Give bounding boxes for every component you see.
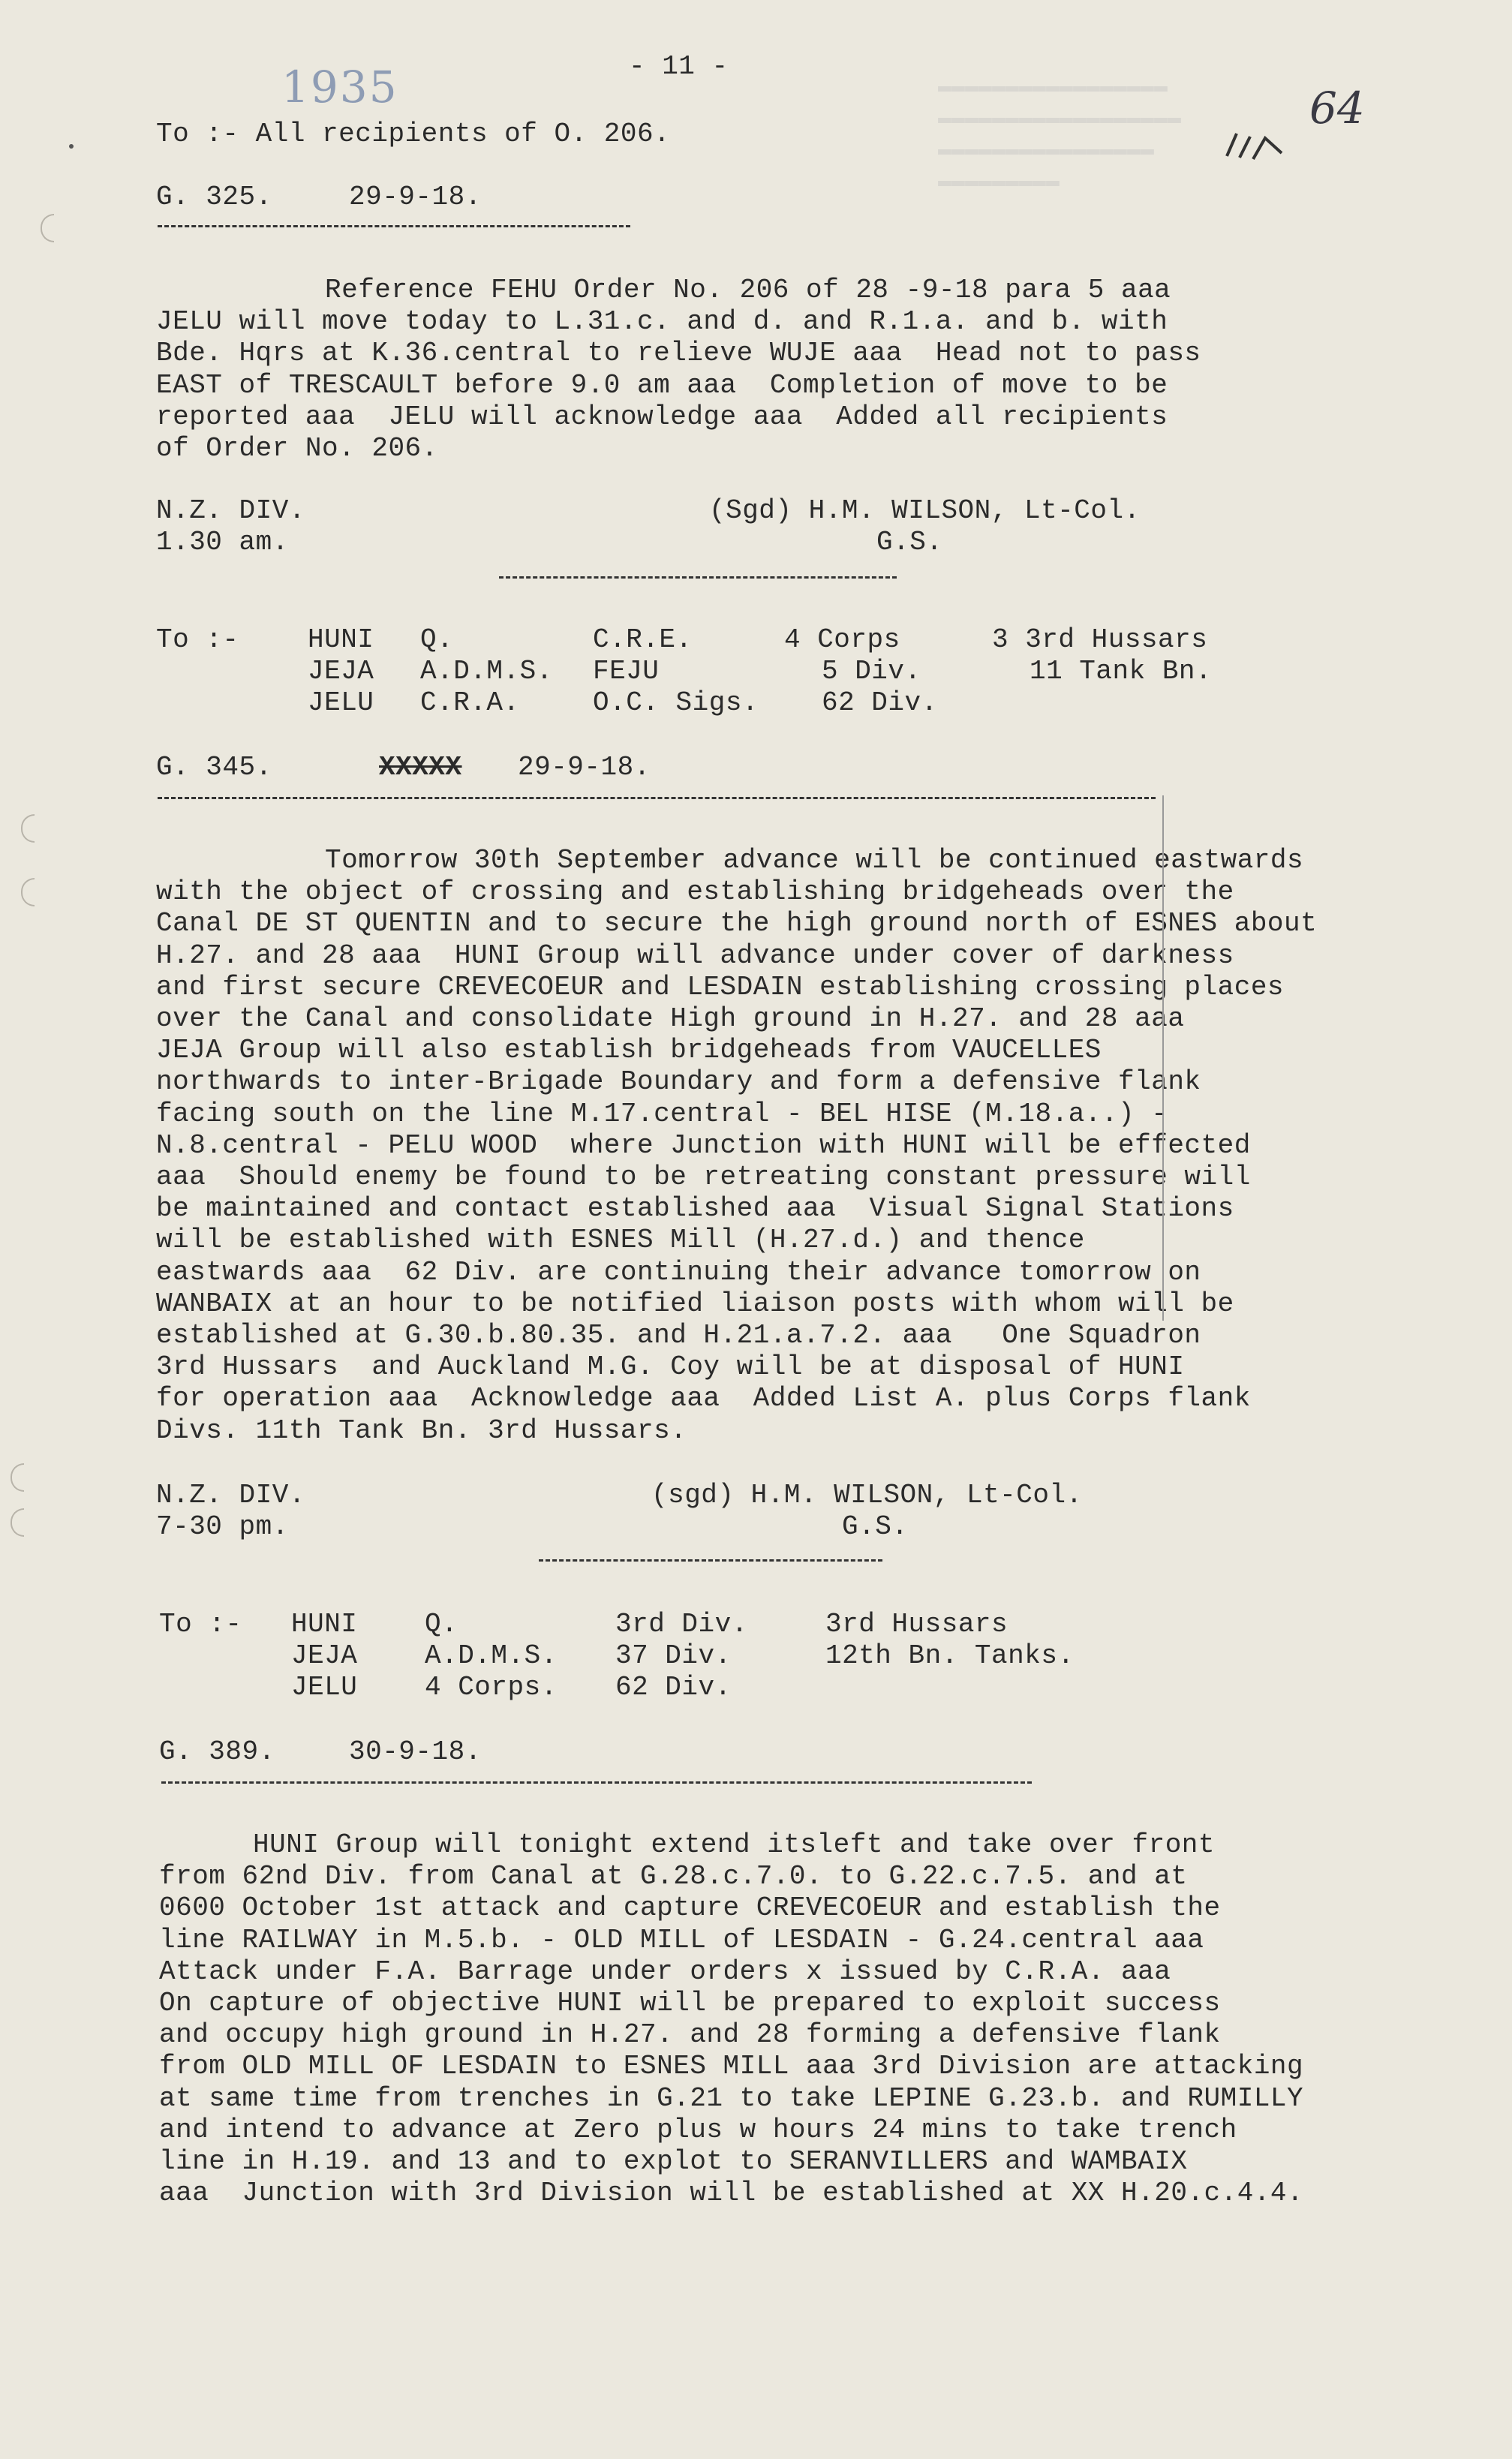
body-line: On capture of objective HUNI will be prepared to exploit success [159,1988,1221,2019]
recipient: 37 Div. [615,1640,732,1671]
body-line: line in H.19. and 13 and to explot to SERANVILLERS and WAMBAIX [159,2146,1188,2178]
body-line: Reference FEHU Order No. 206 of 28 -9-18 para 5 aaa [325,275,1171,305]
message2-date: 29-9-18. [518,752,651,783]
recipient: C.R.E. [593,624,693,655]
body-line: HUNI Group will tonight extend itsleft and take over front [253,1829,1216,1860]
divider-line [499,576,897,579]
message2-signature-title: G.S. [842,1511,909,1542]
message1-ref: G. 325. [156,182,272,212]
body-line: JELU will move today to L.31.c. and d. and R.1.a. and b. with [156,306,1168,338]
body-line: with the object of crossing and establishing bridgeheads over the [156,876,1234,908]
message3-ref: G. 389. [159,1736,275,1767]
margin-crease-line [1159,795,1167,1321]
recipient: 12th Bn. Tanks. [825,1640,1075,1671]
body-line: and occupy high ground in H.27. and 28 forming a defensive flank [159,2019,1221,2051]
body-line: from 62nd Div. from Canal at G.28.c.7.0. to G.22.c.7.5. and at [159,1861,1188,1892]
recipient: 4 Corps. [425,1672,558,1703]
recipient: 62 Div. [615,1672,732,1703]
message2-origin: N.Z. DIV. [156,1480,305,1511]
body-line: JEJA Group will also establish bridgeheads from VAUCELLES [156,1035,1102,1066]
body-line: H.27. and 28 aaa HUNI Group will advance under cover of darkness [156,939,1234,971]
divider-line [539,1559,882,1562]
body-line: will be established with ESNES Mill (H.27.d.) and thence [156,1225,1085,1256]
message2-ref: G. 345. [156,752,272,783]
body-line: WANBAIX at an hour to be notified liaison posts with whom will be [156,1288,1234,1319]
body-line: Canal DE ST QUENTIN and to secure the high ground north of ESNES about [156,908,1318,939]
message1-body [156,275,1201,464]
message3-date: 30-9-18. [349,1736,482,1767]
body-line: Divs. 11th Tank Bn. 3rd Hussars. [156,1414,687,1446]
body-line: aaa Junction with 3rd Division will be established at XX H.20.c.4.4. [159,2178,1304,2209]
body-line: N.8.central - PELU WOOD where Junction with HUNI will be effected [156,1129,1251,1161]
message1-to-line: To :- All recipients of O. 206. [156,119,671,149]
body-line: over the Canal and consolidate High ground in H.27. and 28 aaa [156,1003,1185,1035]
body-line: facing south on the line M.17.central - BEL HISE (M.18.a..) - [156,1098,1168,1129]
recipient: 3rd Div. [615,1609,748,1640]
recipient: JELU [308,687,374,718]
body-line: and first secure CREVECOEUR and LESDAIN establishing crossing places [156,971,1285,1003]
recipient: O.C. Sigs. [593,687,759,718]
body-line: aaa Should enemy be found to be retreating constant pressure will [156,1162,1251,1193]
message3-to-label: To :- [159,1609,242,1640]
body-line: EAST of TRESCAULT before 9.0 am aaa Completion of move to be [156,369,1168,401]
punch-hole [11,1463,24,1492]
punch-hole [11,1508,24,1537]
body-line: and intend to advance at Zero plus w hours 24 mins to take trench [159,2114,1237,2145]
message1-signature-title: G.S. [876,527,943,558]
message2-signature: (sgd) H.M. WILSON, Lt-Col. [651,1480,1083,1511]
message2-body [156,845,1317,1447]
message2-time: 7-30 pm. [156,1511,289,1542]
divider-line [161,1781,1032,1784]
body-line: be maintained and contact established aaa Visual Signal Stations [156,1193,1234,1225]
message1-time: 1.30 am. [156,527,289,558]
recipient: JEJA [291,1640,358,1671]
recipient: 11 Tank Bn. [1030,656,1213,687]
recipient: 5 Div. [822,656,921,687]
recipient: HUNI [291,1609,358,1640]
recipient: JEJA [308,656,374,687]
divider-line [158,225,630,227]
recipient: HUNI [308,624,374,655]
recipient: 3rd Hussars [825,1609,1009,1640]
body-line: northwards to inter-Brigade Boundary and form a defensive flank [156,1066,1201,1098]
recipient: 62 Div. [822,687,938,718]
recipient: A.D.M.S. [425,1640,558,1671]
message1-date: 29-9-18. [349,182,482,212]
message1-signature: (Sgd) H.M. WILSON, Lt-Col. [709,495,1141,526]
body-line: for operation aaa Acknowledge aaa Added List A. plus Corps flank [156,1383,1251,1414]
body-line: established at G.30.b.80.35. and H.21.a.7.2. aaa One Squadron [156,1320,1201,1351]
body-line: of Order No. 206. [156,433,438,464]
message2-to-label: To :- [156,624,239,655]
punch-hole [21,814,35,843]
body-line: Bde. Hqrs at K.36.central to relieve WUJE aaa Head not to pass [156,338,1201,369]
message2-struck-text: XXXXX [379,752,462,783]
handwritten-tick-mark [1223,126,1291,164]
page-number: - 11 - [629,51,729,82]
recipient: Q. [420,624,454,655]
body-line: reported aaa JELU will acknowledge aaa Added all recipients [156,401,1168,432]
bleed-through-text: ▬▬▬▬▬▬▬▬▬▬▬▬▬▬▬▬▬ ▬▬▬▬▬▬▬▬▬▬▬▬▬▬▬▬▬▬ ▬▬▬▬▬▬▬▬▬▬▬▬▬▬▬▬ ▬▬▬▬▬▬▬▬▬ [938,74,1182,194]
punch-hole [41,214,54,242]
recipient: Q. [425,1609,458,1640]
message3-body [159,1829,1303,2209]
body-line: Attack under F.A. Barrage under orders x issued by C.R.A. aaa [159,1955,1171,1987]
body-line: from OLD MILL OF LESDAIN to ESNES MILL aaa 3rd Division are attacking [159,2051,1304,2082]
year-stamp: 1935 [281,62,398,113]
punch-hole [21,878,35,906]
recipient: JELU [291,1672,358,1703]
recipient: A.D.M.S. [420,656,553,687]
divider-line [158,797,1156,799]
recipient: 4 Corps [784,624,900,655]
handwritten-folio: 64 [1309,83,1365,134]
message1-origin: N.Z. DIV. [156,495,305,526]
body-line: Tomorrow 30th September advance will be continued eastwards [325,845,1304,876]
body-line: at same time from trenches in G.21 to take LEPINE G.23.b. and RUMILLY [159,2082,1304,2114]
recipient: C.R.A. [420,687,520,718]
body-line: 0600 October 1st attack and capture CREVECOEUR and establish the [159,1892,1221,1924]
recipient: FEJU [593,656,660,687]
body-line: eastwards aaa 62 Div. are continuing their advance tomorrow on [156,1256,1201,1288]
ink-dot [69,144,74,149]
recipient: 3 3rd Hussars [992,624,1208,655]
body-line: line RAILWAY in M.5.b. - OLD MILL of LESDAIN - G.24.central aaa [159,1924,1204,1955]
body-line: 3rd Hussars and Auckland M.G. Coy will be at disposal of HUNI [156,1351,1185,1383]
